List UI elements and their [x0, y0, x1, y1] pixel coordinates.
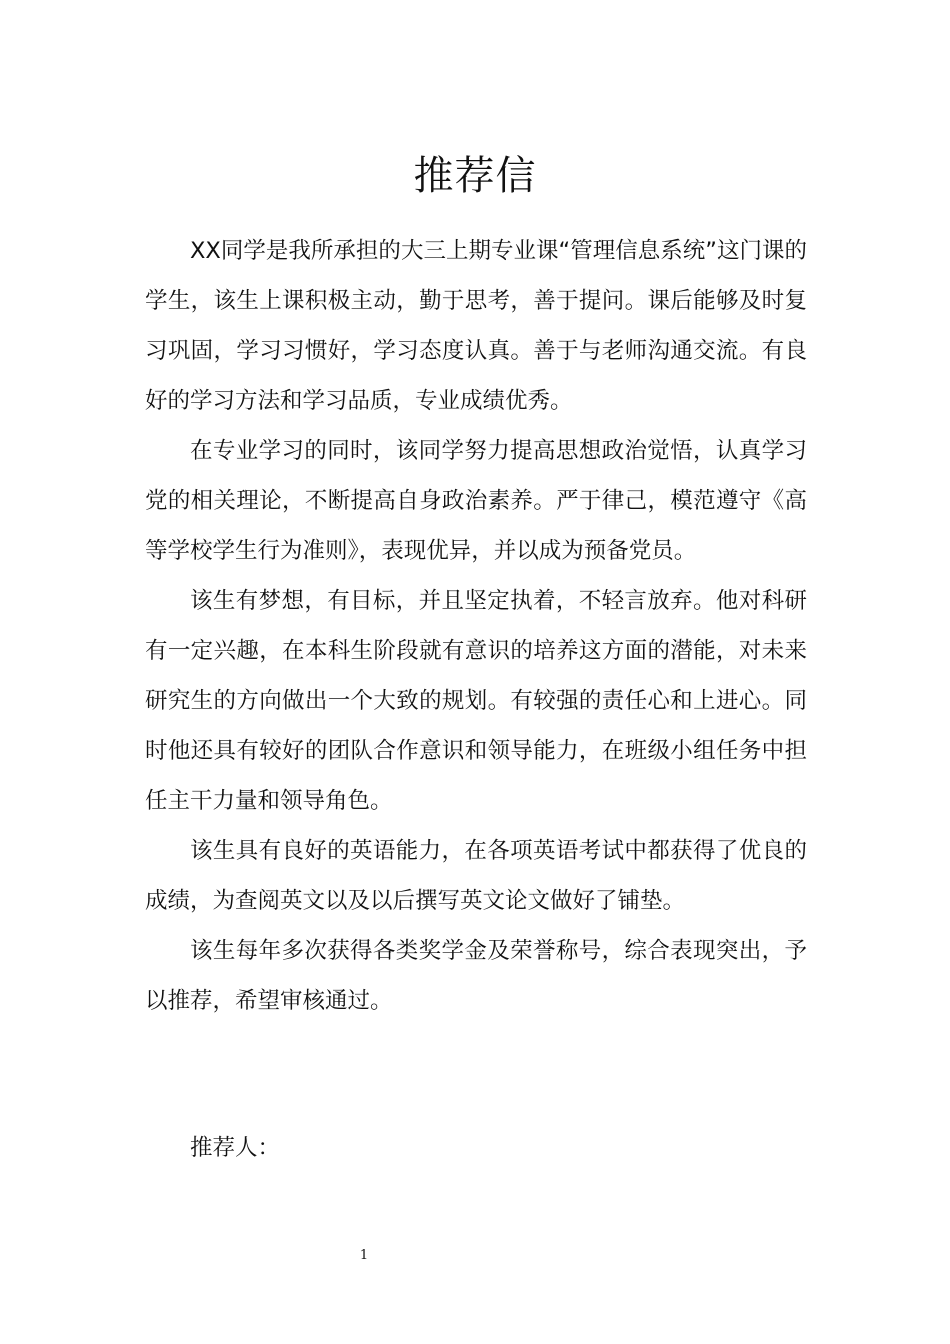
- paragraph-1: XX同学是我所承担的大三上期专业课“管理信息系统”这门课的学生，该生上课积极主动，勤于思考，善于提问。课后能够及时复习巩固，学习习惯好，学习态度认真。善于与老师沟通交流。有良好的学习方法和学习品质，专业成绩优秀。: [145, 238, 807, 414]
- paragraph-5: 该生每年多次获得各类奖学金及荣誉称号，综合表现突出，予以推荐，希望审核通过。: [145, 938, 807, 1014]
- page-number: 1: [359, 1248, 369, 1263]
- letter-body: [145, 226, 807, 1026]
- paragraph-3: 该生有梦想，有目标，并且坚定执着，不轻言放弃。他对科研有一定兴趣，在本科生阶段就有意识的培养这方面的潜能，对未来研究生的方向做出一个大致的规划。有较强的责任心和上进心。同时他还具有较好的团队合作意识和领导能力，在班级小组任务中担任主干力量和领导角色。: [145, 588, 807, 814]
- recommender-label: 推荐人：: [190, 1135, 281, 1161]
- page-title: 推荐信: [413, 153, 537, 199]
- paragraph-4: 该生具有良好的英语能力，在各项英语考试中都获得了优良的成绩，为查阅英文以及以后撰写英文论文做好了铺垫。: [145, 838, 807, 914]
- paragraph-2: 在专业学习的同时，该同学努力提高思想政治觉悟，认真学习党的相关理论，不断提高自身政治素养。严于律己，模范遵守《高等学校学生行为准则》，表现优异，并以成为预备党员。: [145, 438, 807, 564]
